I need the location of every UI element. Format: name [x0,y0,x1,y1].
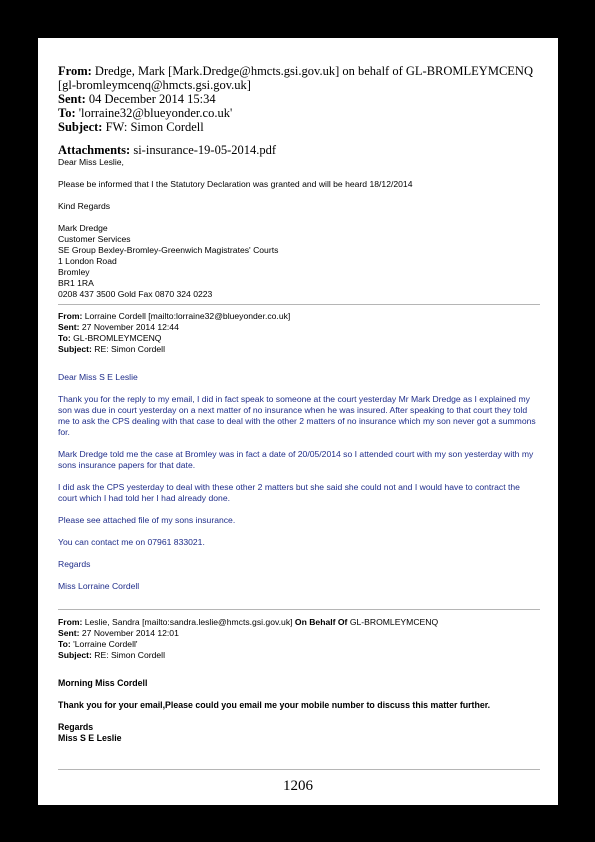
email1-text: Please be informed that I the Statutory Declaration was granted and will be heard 18/12/2014 [58,179,413,189]
email2-to: To: GL-BROMLEYMCENQ [58,333,162,343]
email3-from: From: Leslie, Sandra [mailto:sandra.leslie@hmcts.gsi.gov.uk] On Behalf Of GL-BROMLEYMCENQ [58,617,439,627]
email2-paragraph: Mark Dredge told me the case at Bromley was in fact a date of 20/05/2014 so I attended court with my son yesterday with my sons insurance papers for that date. [58,449,534,470]
email1-sent: Sent: 04 December 2014 15:34 [58,92,216,106]
email2-subject: Subject: RE: Simon Cordell [58,344,165,354]
email2-body [58,372,540,603]
email3-sent: Sent: 27 November 2014 12:01 [58,628,179,638]
email1-greeting: Dear Miss Leslie, [58,157,124,167]
document-page [38,38,558,805]
email1-header [58,64,540,134]
email2-paragraph: I did ask the CPS yesterday to deal with these other 2 matters but she said she could not and I would have to contract the court which I had told her I had already done. [58,482,520,503]
email3-signature: Regards Miss S E Leslie [58,722,122,743]
email2-paragraph: Please see attached file of my sons insurance. [58,515,236,525]
email3-header [58,617,540,661]
email3-text: Thank you for your email,Please could you email me your mobile number to discuss this matter further. [58,700,491,710]
divider [58,304,540,305]
email2-from: From: Lorraine Cordell [mailto:lorraine32@blueyonder.co.uk] [58,311,291,321]
email1-closing: Kind Regards [58,201,111,211]
attachment-link[interactable]: si-insurance-19-05-2014.pdf [133,143,277,157]
email3-to: To: 'Lorraine Cordell' [58,639,138,649]
email3-greeting: Morning Miss Cordell [58,678,148,688]
email2-header [58,311,540,355]
email2-paragraph: Thank you for the reply to my email, I did in fact speak to someone at the court yesterday Mr Mark Dredge as I explained my son was due in court yesterday on a next matter of no insurance when he was insured. After speaking to that court they told me to ask the CPS dealing with that case to deal with the other 2 matters of no insurance which my son never got a summons for. [58,394,536,437]
email2-signature: Miss Lorraine Cordell [58,581,140,591]
email1-signature: Mark Dredge Customer Services SE Group Bexley-Bromley-Greenwich Magistrates' Courts 1 London Road Bromley BR1 1RA 0208 437 3500 Gold Fax 0870 324 0223 [58,223,279,299]
email2-sent: Sent: 27 November 2014 12:44 [58,322,179,332]
divider [58,609,540,610]
email1-attachments: Attachments: si-insurance-19-05-2014.pdf [58,143,277,157]
divider [58,769,540,770]
email3-subject: Subject: RE: Simon Cordell [58,650,165,660]
email3-body [58,678,540,744]
email1-body [58,157,540,300]
email2-paragraph: You can contact me on 07961 833021. [58,537,205,547]
email2-regards: Regards [58,559,91,569]
email1-from: From: Dredge, Mark [Mark.Dredge@hmcts.gsi.gov.uk] on behalf of GL-BROMLEYMCENQ [gl-bromleymcenq@hmcts.gsi.gov.uk] [58,64,533,92]
email1-to: To: 'lorraine32@blueyonder.co.uk' [58,106,233,120]
email1-subject: Subject: FW: Simon Cordell [58,120,204,134]
page-number: 1206 [283,778,313,794]
email2-greeting: Dear Miss S E Leslie [58,372,138,382]
